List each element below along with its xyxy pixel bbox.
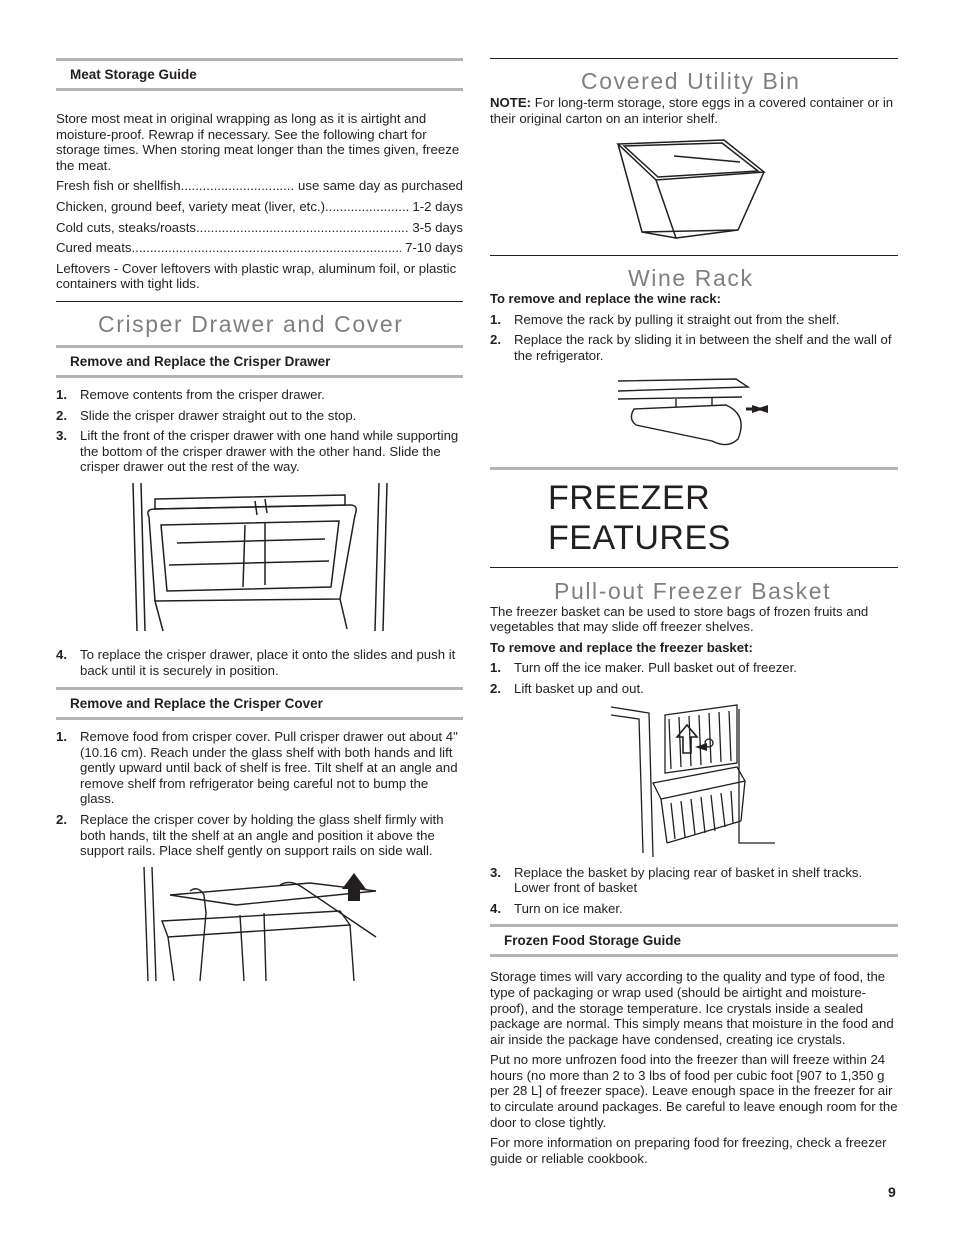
crisper-cover-illustration	[140, 865, 380, 983]
list-item: 3. Replace the basket by placing rear of basket in shelf tracks. Lower front of basket	[490, 864, 863, 896]
list-item: 1. Remove food from crisper cover. Pull crisper drawer out about 4" (10.16 cm). Reach under the glass shelf with both hands and lift gently upward until back of shelf is free. Tilt shelf at an angle and remove shelf from refrigerator being careful not to bump the glass.	[56, 729, 458, 807]
list-item: 2. Replace the crisper cover by holding the glass shelf firmly with both hands, tilt the shelf at an angle and position it above the support rails. Place shelf gently on support rails on side wall.	[56, 812, 444, 859]
basket-steps	[490, 660, 898, 696]
frozen-p2: Put no more unfrozen food into the freezer than will freeze within 24 hours (no more than 2 to 3 lbs of food per cubic foot [907 to 1,350 g per 28 L] of freezer space). Leave enough space in the freezer for air to circulate around packages. Be careful to leave enough room for the door to close tightly.	[490, 1052, 898, 1130]
crisper-drawer-steps	[56, 387, 463, 475]
wine-steps	[490, 312, 898, 364]
meat-row: Fresh fish or shellfish ..... use same day as purchased	[56, 178, 463, 194]
crisper-drawer-illustration	[125, 481, 395, 641]
list-item: 3. Lift the front of the crisper drawer with one hand while supporting the bottom of the crisper drawer with the other hand. Slide the crisper drawer out the rest of the way.	[56, 428, 459, 475]
basket-intro: The freezer basket can be used to store bags of frozen fruits and vegetables that may slide off freezer shelves.	[490, 603, 869, 635]
crisper-drawer-heading: Remove and Replace the Crisper Drawer	[56, 345, 463, 378]
frozen-p3: For more information on preparing food for freezing, check a freezer guide or reliable cookbook.	[490, 1135, 887, 1166]
list-item: 1. Turn off the ice maker. Pull basket out of freezer.	[490, 660, 797, 676]
list-item: 1. Remove the rack by pulling it straight out from the shelf.	[490, 311, 840, 327]
list-item: 1. Remove contents from the crisper drawer.	[56, 386, 325, 402]
crisper-cover-steps	[56, 729, 463, 859]
frozen-p1: Storage times will vary according to the quality and type of food, the type of packaging or wrap used (should be airtight and moisture-proof), and the storage temperature. Ice crystals inside a sealed package are normal. This simply means that moisture in the food and air inside the package have condensed, creating ice crystals.	[490, 969, 894, 1047]
meat-intro: Store most meat in original wrapping as long as it is airtight and moisture-proof. Rewrap if necessary. See the following chart for storage times. When storing meat longer than the times given, freeze the meat.	[56, 111, 460, 173]
list-item: 2. Slide the crisper drawer straight out to the stop.	[56, 407, 357, 423]
left-column	[56, 58, 463, 983]
wine-rack-illustration	[616, 369, 772, 449]
crisper-cover-heading: Remove and Replace the Crisper Cover	[56, 687, 463, 720]
basket-lead: To remove and replace the freezer basket:	[490, 639, 753, 655]
utility-note: NOTE: For long-term storage, store eggs in a covered container or in their original carton on an interior shelf.	[490, 95, 894, 126]
list-item: 2. Lift basket up and out.	[490, 680, 644, 696]
meat-row: Cold cuts, steaks/roasts ..... 3-5 days	[56, 220, 463, 236]
crisper-section-title: Crisper Drawer and Cover	[98, 310, 404, 337]
freezer-basket-title: Pull-out Freezer Basket	[554, 577, 832, 604]
basket-steps-after	[490, 865, 898, 917]
utility-bin-illustration	[614, 136, 774, 244]
utility-bin-title: Covered Utility Bin	[581, 68, 801, 94]
meat-row: Chicken, ground beef, variety meat (liver, etc.) ..... 1-2 days	[56, 199, 463, 215]
meat-storage-heading: Meat Storage Guide	[56, 58, 463, 91]
list-item: 4. To replace the crisper drawer, place it onto the slides and push it back until it is securely in position.	[56, 646, 456, 678]
list-item: 4. Turn on ice maker.	[490, 900, 623, 916]
right-column	[490, 58, 898, 1171]
page-number: 9	[888, 1184, 896, 1200]
list-item: 2. Replace the rack by sliding it in between the shelf and the wall of the refrigerator.	[490, 332, 892, 363]
freezer-features-title: FREEZER FEATURES	[548, 478, 731, 557]
crisper-drawer-step4	[56, 647, 463, 678]
leftovers-text: Leftovers - Cover leftovers with plastic wrap, aluminum foil, or plastic containers with tight lids.	[56, 260, 457, 292]
frozen-food-heading: Frozen Food Storage Guide	[490, 924, 898, 957]
freezer-basket-illustration	[609, 703, 779, 861]
wine-lead: To remove and replace the wine rack:	[490, 291, 721, 307]
meat-row: Cured meats ..... 7-10 days	[56, 240, 463, 256]
wine-rack-title: Wine Rack	[628, 265, 754, 292]
